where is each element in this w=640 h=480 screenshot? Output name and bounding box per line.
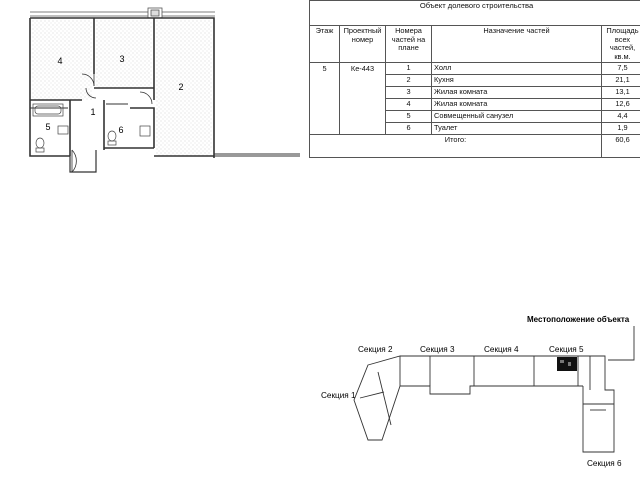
location-title: Местоположение объекта (527, 315, 630, 324)
location-marker (557, 357, 577, 371)
cell-area: 7,5 (602, 63, 640, 75)
cell-purpose: Кухня (432, 75, 602, 87)
cell-purpose: Туалет (432, 123, 602, 135)
cell-part-number: 4 (386, 99, 432, 111)
cell-area: 4,4 (602, 111, 640, 123)
header-purpose: Назначение частей (432, 26, 602, 63)
cell-floor: 5 (310, 63, 340, 135)
section-label-3: Секция 3 (420, 345, 455, 354)
header-floor: Этаж (310, 26, 340, 63)
cell-purpose: Холл (432, 63, 602, 75)
cell-project-number: Ке-443 (340, 63, 386, 135)
room-number-4: 4 (57, 56, 63, 66)
section-label-2: Секция 2 (358, 345, 393, 354)
cell-part-number: 6 (386, 123, 432, 135)
cell-purpose: Жилая комната (432, 99, 602, 111)
section-label-1: Секция 1 (321, 391, 356, 400)
section-label-4: Секция 4 (484, 345, 519, 354)
total-label: Итого: (310, 135, 602, 158)
header-project-number: Проектный номер (340, 26, 386, 63)
cell-part-number: 5 (386, 111, 432, 123)
cell-purpose: Совмещенный санузел (432, 111, 602, 123)
room-number-2: 2 (178, 82, 184, 92)
total-value: 60,6 (602, 135, 640, 158)
room-number-5: 5 (45, 122, 51, 132)
cell-area: 12,6 (602, 99, 640, 111)
header-part-numbers: Номера частей на плане (386, 26, 432, 63)
header-area: Площадь всех частей, кв.м. (602, 26, 640, 63)
room-number-1: 1 (90, 107, 96, 117)
cell-part-number: 3 (386, 87, 432, 99)
section-label-6: Секция 6 (587, 459, 622, 468)
cell-area: 21,1 (602, 75, 640, 87)
cell-part-number: 1 (386, 63, 432, 75)
table-title: Объект долевого строительства (310, 1, 640, 26)
room-number-3: 3 (119, 54, 125, 64)
cell-purpose: Жилая комната (432, 87, 602, 99)
room-number-6: 6 (118, 125, 124, 135)
cell-area: 13,1 (602, 87, 640, 99)
section-label-5: Секция 5 (549, 345, 584, 354)
cell-area: 1,9 (602, 123, 640, 135)
cell-part-number: 2 (386, 75, 432, 87)
